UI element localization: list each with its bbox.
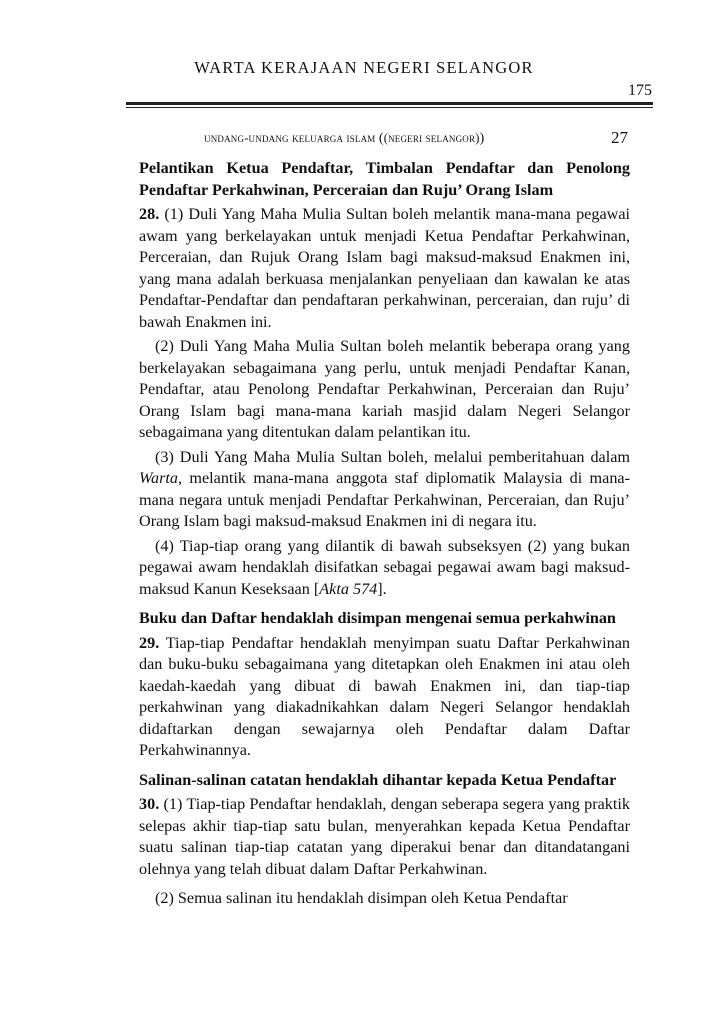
s28-p4-text-b: ]. bbox=[377, 579, 387, 598]
section-29-heading: Buku dan Daftar hendaklah disimpan mengenai semua perkahwinan bbox=[139, 609, 616, 627]
section-28-subsection-2: (2) Duli Yang Maha Mulia Sultan boleh melantik beberapa orang yang berkelayakan sebagaimana yang perlu, untuk menjadi Pendaftar Kanan, Pendaftar, atau Penolong Pendaftar Perkahwinan, Perceraian dan Ruju’ Orang Islam bagi mana-mana kariah masjid dalam Negeri Selangor sebagaimana yang ditentukan dalam pelantikan itu. bbox=[139, 337, 630, 441]
page-number: 175 bbox=[628, 82, 652, 99]
running-head-number: 27 bbox=[611, 128, 628, 147]
section-30-subsection-1-text: (1) Tiap-tiap Pendaftar hendaklah, dengan seberapa segera yang praktik selepas akhir tiap-tiap satu bulan, menyerahkan kepada Ketua Pendaftar suatu salinan tiap-tiap catatan yang diperakui benar dan ditandatangani olehnya yang telah dibuat dalam Daftar Perkahwinan. bbox=[139, 795, 630, 878]
gazette-title: WARTA KERAJAAN NEGERI SELANGOR bbox=[194, 58, 534, 77]
s28-p3-warta: Warta bbox=[139, 469, 178, 487]
running-head-title: undang-undang keluarga islam bbox=[204, 131, 376, 145]
section-28-number: 28. bbox=[139, 205, 160, 223]
section-30-subsection-2: (2) Semua salinan itu hendaklah disimpan oleh Ketua Pendaftar bbox=[155, 889, 568, 907]
section-28-subsection-4 bbox=[139, 536, 630, 601]
running-head-paren-open: ( bbox=[378, 131, 384, 146]
section-29-text: Tiap-tiap Pendaftar hendaklah menyimpan suatu Daftar Perkahwinan dan buku-buku sebagaimana yang ditetapkan oleh Enakmen ini atau oleh kaedah-kaedah yang dibuat di bawah Enakmen ini, dan tiap-tiap perkahwinan yang diakadnikahkan dalam Negeri Selangor hendaklah didaftarkan dengan sewajarnya oleh Pendaftar dalam Daftar Perkahwinannya. bbox=[139, 633, 630, 759]
header-rule-thick bbox=[126, 102, 653, 105]
document-body bbox=[139, 158, 630, 910]
section-30-heading: Salinan-salinan catatan hendaklah dihantar kepada Ketua Pendaftar bbox=[139, 770, 617, 789]
s28-p3-text-b: , melantik mana-mana anggota staf diplomatik Malaysia di mana-mana negara untuk menjadi Pendaftar Perkahwinan, Perceraian, dan Ruju’ Orang Islam bagi maksud-maksud Enakmen ini di negara itu. bbox=[139, 469, 630, 530]
section-28-subsection-3 bbox=[139, 447, 630, 533]
s28-p4-text-a: (4) Tiap-tiap orang yang dilantik di bawah subseksyen (2) yang bukan pegawai awam hendaklah disifatkan sebagai pegawai awam bagi maksud-maksud Kanun Keseksaan [ bbox=[139, 536, 630, 598]
section-28-heading: Pelantikan Ketua Pendaftar, Timbalan Pendaftar dan Penolong Pendaftar Perkahwinan, Perceraian dan Ruju’ Orang Islam bbox=[139, 159, 630, 199]
section-30-number: 30. bbox=[139, 795, 160, 813]
section-28-subsection-1 bbox=[139, 204, 630, 333]
header-rule-thin bbox=[126, 107, 653, 108]
section-30-subsection-1 bbox=[139, 794, 630, 880]
running-head bbox=[204, 131, 484, 147]
section-29-number: 29. bbox=[139, 633, 160, 652]
section-29-body bbox=[139, 633, 630, 762]
s28-p3-text-a: (3) Duli Yang Maha Mulia Sultan boleh, melalui pemberitahuan dalam bbox=[155, 447, 630, 466]
s28-p4-akta: Akta 574 bbox=[319, 579, 378, 598]
running-head-paren-close: ) bbox=[479, 131, 485, 146]
running-head-state: (negeri selangor) bbox=[383, 131, 480, 145]
section-28-subsection-1-text: (1) Duli Yang Maha Mulia Sultan boleh melantik mana-mana pegawai awam yang berkelayakan untuk menjadi Ketua Pendaftar Perkahwinan, Perceraian, dan Rujuk Orang Islam bagi maksud-maksud Enakmen ini, yang mana adalah berkuasa menjalankan penyeliaan dan kawalan ke atas Pendaftar-Pendaftar dan pendaftaran perkahwinan, perceraian, dan ruju’ di bawah Enakmen ini. bbox=[139, 205, 630, 331]
